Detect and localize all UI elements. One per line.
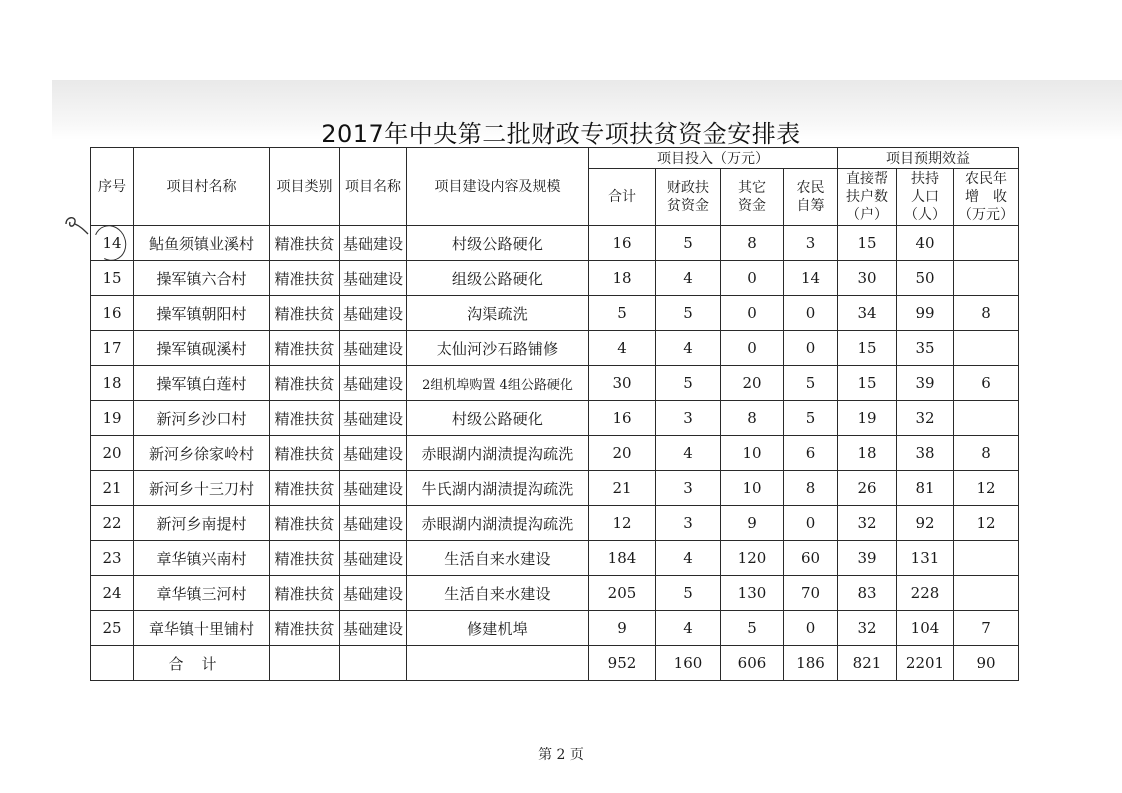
col-header-farmer-line2: 自筹 xyxy=(796,198,825,214)
cell-seq: 21 xyxy=(91,471,134,506)
cell-households: 15 xyxy=(838,331,897,366)
cell-project: 基础建设 xyxy=(340,261,407,296)
cell-farmer: 0 xyxy=(784,296,838,331)
cell-total: 16 xyxy=(589,226,656,261)
cell-seq: 15 xyxy=(91,261,134,296)
page-number: 第 2 页 xyxy=(538,747,584,763)
cell-population: 35 xyxy=(897,331,954,366)
cell-total: 184 xyxy=(589,541,656,576)
col-header-village: 项目村名称 xyxy=(134,148,270,226)
cell-project: 基础建设 xyxy=(340,226,407,261)
col-header-population-line2: 人口 xyxy=(911,189,939,205)
cell-households: 15 xyxy=(838,226,897,261)
cell-seq-empty xyxy=(91,646,134,681)
cell-other: 120 xyxy=(721,541,784,576)
cell-seq: 25 xyxy=(91,611,134,646)
cell-content: 生活自来水建设 xyxy=(407,576,589,611)
table-row xyxy=(91,331,1019,366)
cell-category: 精准扶贫 xyxy=(270,331,340,366)
cell-content-empty xyxy=(407,646,589,681)
col-header-fiscal xyxy=(656,169,721,226)
cell-fiscal: 4 xyxy=(656,261,721,296)
cell-village: 操军镇砚溪村 xyxy=(134,331,270,366)
cell-category: 精准扶贫 xyxy=(270,506,340,541)
totals-fiscal: 160 xyxy=(656,646,721,681)
cell-other: 0 xyxy=(721,331,784,366)
col-header-other xyxy=(721,169,784,226)
cell-project: 基础建设 xyxy=(340,541,407,576)
cell-total: 9 xyxy=(589,611,656,646)
cell-fiscal: 4 xyxy=(656,541,721,576)
group-header-investment: 项目投入（万元） xyxy=(589,148,838,169)
cell-category: 精准扶贫 xyxy=(270,436,340,471)
cell-total: 205 xyxy=(589,576,656,611)
cell-total: 18 xyxy=(589,261,656,296)
cell-content: 2组机埠购置 4组公路硬化 xyxy=(407,366,589,401)
cell-category: 精准扶贫 xyxy=(270,401,340,436)
cell-seq: 22 xyxy=(91,506,134,541)
cell-fiscal: 3 xyxy=(656,401,721,436)
cell-project: 基础建设 xyxy=(340,296,407,331)
cell-other: 10 xyxy=(721,436,784,471)
cell-population: 104 xyxy=(897,611,954,646)
col-header-households-line2: 扶户数 xyxy=(846,189,888,205)
cell-village: 新河乡南提村 xyxy=(134,506,270,541)
table-row xyxy=(91,366,1019,401)
cell-households: 26 xyxy=(838,471,897,506)
cell-village: 章华镇兴南村 xyxy=(134,541,270,576)
table-row xyxy=(91,401,1019,436)
totals-households: 821 xyxy=(838,646,897,681)
cell-fiscal: 4 xyxy=(656,436,721,471)
cell-seq: 20 xyxy=(91,436,134,471)
table-row xyxy=(91,471,1019,506)
cell-total: 30 xyxy=(589,366,656,401)
cell-other: 8 xyxy=(721,401,784,436)
totals-other: 606 xyxy=(721,646,784,681)
cell-other: 5 xyxy=(721,611,784,646)
cell-fiscal: 3 xyxy=(656,506,721,541)
col-header-households-line1: 直接帮 xyxy=(846,171,888,187)
col-header-income-line1: 农民年 xyxy=(965,171,1007,187)
cell-population: 92 xyxy=(897,506,954,541)
cell-village: 新河乡十三刀村 xyxy=(134,471,270,506)
cell-seq: 17 xyxy=(91,331,134,366)
group-header-benefit: 项目预期效益 xyxy=(838,148,1019,169)
cell-other: 20 xyxy=(721,366,784,401)
cell-seq: 24 xyxy=(91,576,134,611)
cell-population: 32 xyxy=(897,401,954,436)
cell-households: 83 xyxy=(838,576,897,611)
cell-content: 村级公路硬化 xyxy=(407,226,589,261)
cell-category: 精准扶贫 xyxy=(270,471,340,506)
col-header-income-line2: 增 收 xyxy=(965,189,1007,205)
cell-project: 基础建设 xyxy=(340,576,407,611)
col-header-content: 项目建设内容及规模 xyxy=(407,148,589,226)
table-row xyxy=(91,436,1019,471)
cell-population: 40 xyxy=(897,226,954,261)
col-header-population-line1: 扶持 xyxy=(911,171,939,187)
cell-seq: 18 xyxy=(91,366,134,401)
cell-category: 精准扶贫 xyxy=(270,611,340,646)
cell-farmer: 5 xyxy=(784,401,838,436)
cell-category: 精准扶贫 xyxy=(270,541,340,576)
cell-total: 16 xyxy=(589,401,656,436)
table-row xyxy=(91,261,1019,296)
cell-income xyxy=(954,261,1019,296)
cell-total: 12 xyxy=(589,506,656,541)
cell-population: 131 xyxy=(897,541,954,576)
totals-income: 90 xyxy=(954,646,1019,681)
cell-income xyxy=(954,541,1019,576)
cell-other: 10 xyxy=(721,471,784,506)
col-header-project-name: 项目名称 xyxy=(340,148,407,226)
col-header-income xyxy=(954,169,1019,226)
document-title: 2017年中央第二批财政专项扶贫资金安排表 xyxy=(321,120,801,148)
cell-households: 19 xyxy=(838,401,897,436)
cell-fiscal: 3 xyxy=(656,471,721,506)
cell-content: 赤眼湖内湖渍提沟疏洗 xyxy=(407,506,589,541)
cell-income: 12 xyxy=(954,506,1019,541)
table-row xyxy=(91,506,1019,541)
cell-farmer: 70 xyxy=(784,576,838,611)
totals-population: 2201 xyxy=(897,646,954,681)
cell-households: 39 xyxy=(838,541,897,576)
col-header-farmer-line1: 农民 xyxy=(796,180,825,196)
cell-project: 基础建设 xyxy=(340,611,407,646)
cell-category: 精准扶贫 xyxy=(270,226,340,261)
cell-population: 39 xyxy=(897,366,954,401)
cell-seq: 19 xyxy=(91,401,134,436)
table-row xyxy=(91,296,1019,331)
cell-category-empty xyxy=(270,646,340,681)
col-header-income-line3: （万元） xyxy=(958,207,1014,223)
cell-income: 12 xyxy=(954,471,1019,506)
cell-population: 228 xyxy=(897,576,954,611)
col-header-population xyxy=(897,169,954,226)
col-header-farmer xyxy=(784,169,838,226)
cell-farmer: 5 xyxy=(784,366,838,401)
cell-population: 38 xyxy=(897,436,954,471)
cell-other: 0 xyxy=(721,296,784,331)
cell-other: 9 xyxy=(721,506,784,541)
cell-content: 沟渠疏洗 xyxy=(407,296,589,331)
allocation-table xyxy=(90,147,1019,681)
cell-project: 基础建设 xyxy=(340,401,407,436)
cell-households: 34 xyxy=(838,296,897,331)
cell-population: 99 xyxy=(897,296,954,331)
cell-income: 6 xyxy=(954,366,1019,401)
cell-project-empty xyxy=(340,646,407,681)
col-header-total: 合计 xyxy=(589,169,656,226)
cell-income: 8 xyxy=(954,296,1019,331)
cell-income: 7 xyxy=(954,611,1019,646)
table-row xyxy=(91,576,1019,611)
cell-farmer: 0 xyxy=(784,611,838,646)
cell-project: 基础建设 xyxy=(340,331,407,366)
cell-other: 130 xyxy=(721,576,784,611)
cell-content: 修建机埠 xyxy=(407,611,589,646)
cell-village: 操军镇六合村 xyxy=(134,261,270,296)
col-header-other-line1: 其它 xyxy=(738,180,766,196)
col-header-category: 项目类别 xyxy=(270,148,340,226)
col-header-seq: 序号 xyxy=(91,148,134,226)
cell-village: 操军镇白莲村 xyxy=(134,366,270,401)
cell-category: 精准扶贫 xyxy=(270,296,340,331)
cell-content: 牛氏湖内湖渍提沟疏洗 xyxy=(407,471,589,506)
cell-project: 基础建设 xyxy=(340,506,407,541)
table-row xyxy=(91,226,1019,261)
cell-fiscal: 5 xyxy=(656,576,721,611)
cell-households: 15 xyxy=(838,366,897,401)
cell-total: 5 xyxy=(589,296,656,331)
cell-farmer: 6 xyxy=(784,436,838,471)
cell-households: 18 xyxy=(838,436,897,471)
cell-farmer: 0 xyxy=(784,506,838,541)
totals-row xyxy=(91,646,1019,681)
cell-category: 精准扶贫 xyxy=(270,366,340,401)
col-header-other-line2: 资金 xyxy=(738,198,766,214)
cell-total: 21 xyxy=(589,471,656,506)
cell-village: 新河乡沙口村 xyxy=(134,401,270,436)
cell-other: 8 xyxy=(721,226,784,261)
col-header-population-line3: （人） xyxy=(904,207,946,223)
cell-project: 基础建设 xyxy=(340,436,407,471)
cell-income xyxy=(954,576,1019,611)
cell-farmer: 8 xyxy=(784,471,838,506)
cell-fiscal: 4 xyxy=(656,611,721,646)
cell-households: 32 xyxy=(838,611,897,646)
cell-fiscal: 5 xyxy=(656,226,721,261)
cell-farmer: 3 xyxy=(784,226,838,261)
circled-seq-mark: 14 xyxy=(102,234,122,252)
cell-project: 基础建设 xyxy=(340,366,407,401)
cell-population: 81 xyxy=(897,471,954,506)
cell-total: 4 xyxy=(589,331,656,366)
cell-farmer: 60 xyxy=(784,541,838,576)
cell-village: 章华镇三河村 xyxy=(134,576,270,611)
cell-seq xyxy=(91,226,134,261)
cell-village: 操军镇朝阳村 xyxy=(134,296,270,331)
cell-village: 新河乡徐家岭村 xyxy=(134,436,270,471)
col-header-fiscal-line1: 财政扶 xyxy=(667,180,709,196)
cell-content: 村级公路硬化 xyxy=(407,401,589,436)
cell-farmer: 0 xyxy=(784,331,838,366)
cell-income: 8 xyxy=(954,436,1019,471)
cell-content: 赤眼湖内湖渍提沟疏洗 xyxy=(407,436,589,471)
cell-category: 精准扶贫 xyxy=(270,576,340,611)
cell-seq: 16 xyxy=(91,296,134,331)
cell-seq: 23 xyxy=(91,541,134,576)
cell-content: 生活自来水建设 xyxy=(407,541,589,576)
cell-fiscal: 4 xyxy=(656,331,721,366)
cell-income xyxy=(954,226,1019,261)
cell-income xyxy=(954,331,1019,366)
cell-total: 20 xyxy=(589,436,656,471)
cell-village: 章华镇十里铺村 xyxy=(134,611,270,646)
cell-households: 30 xyxy=(838,261,897,296)
cell-population: 50 xyxy=(897,261,954,296)
cell-category: 精准扶贫 xyxy=(270,261,340,296)
cell-households: 32 xyxy=(838,506,897,541)
handwritten-mark-icon xyxy=(62,212,90,238)
totals-label: 合计 xyxy=(134,646,270,681)
cell-fiscal: 5 xyxy=(656,296,721,331)
cell-fiscal: 5 xyxy=(656,366,721,401)
totals-total: 952 xyxy=(589,646,656,681)
table-row xyxy=(91,611,1019,646)
col-header-fiscal-line2: 贫资金 xyxy=(667,198,709,214)
cell-other: 0 xyxy=(721,261,784,296)
cell-content: 太仙河沙石路铺修 xyxy=(407,331,589,366)
col-header-households xyxy=(838,169,897,226)
table-row xyxy=(91,541,1019,576)
cell-village: 鲇鱼须镇业溪村 xyxy=(134,226,270,261)
cell-project: 基础建设 xyxy=(340,471,407,506)
col-header-households-line3: （户） xyxy=(846,207,888,223)
cell-farmer: 14 xyxy=(784,261,838,296)
totals-farmer: 186 xyxy=(784,646,838,681)
cell-income xyxy=(954,401,1019,436)
cell-content: 组级公路硬化 xyxy=(407,261,589,296)
